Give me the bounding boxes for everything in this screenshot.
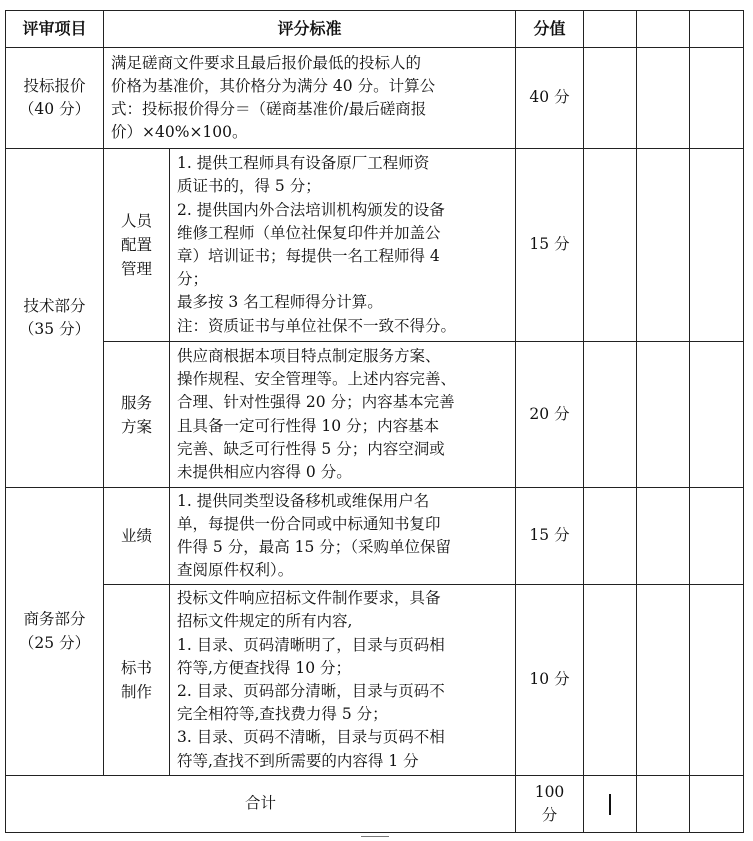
criteria-line: 供应商根据本项目特点制定服务方案、 [177,346,441,365]
criteria-line: 1. 目录、页码清晰明了，目录与页码相 [177,635,445,654]
criteria-line: 查阅原件权利）。 [177,561,294,580]
criteria-line: 维修工程师（单位社保复印件并加盖公 [177,223,441,242]
personnel-criteria [170,149,516,342]
tech-service-row [6,342,744,488]
service-label [104,342,170,488]
sub-label-line: 标书 [120,659,152,677]
price-row [6,48,744,149]
criteria-line: 质证书的，得 5 分； [177,177,321,196]
empty-cell [637,776,690,833]
business-points: （25 分） [18,633,91,652]
service-criteria [170,342,516,488]
sub-label-line: 服务 [120,393,152,412]
criteria-line: 价）×40%×100。 [111,123,248,142]
header-empty-col-3 [690,11,744,48]
criteria-line: 2. 目录、页码部分清晰，目录与页码不 [177,682,445,700]
price-criteria [104,48,516,149]
criteria-line: 单，每提供一份合同或中标通知书复印 [177,514,441,533]
total-label: 合计 [6,776,516,833]
criteria-line: 价格为基准价，其价格分为满分 40 分。计算公 [111,76,436,95]
sub-label-line: 管理 [120,260,152,278]
criteria-line: 章）培训证书；每提供一名工程师得 4 [177,247,440,265]
empty-cell [637,488,690,585]
personnel-label [104,149,170,342]
business-biddoc-row [6,585,744,776]
criteria-line: 完善、缺乏可行性得 5 分；内容空洞或 [177,439,445,458]
criteria-line: 2. 提供国内外合法培训机构颁发的设备 [177,200,445,219]
criteria-line: 合理、针对性强得 20 分；内容基本完善 [177,393,455,412]
page-footer-mark [361,836,389,840]
empty-cell [690,342,744,488]
empty-cell [584,48,637,149]
empty-cell [690,585,744,776]
empty-cell [584,342,637,488]
header-criteria: 评分标准 [104,11,516,48]
price-section-label [6,48,104,149]
total-score-line: 分 [541,806,558,824]
empty-cell [637,48,690,149]
criteria-line: 符等,查找不到所需要的内容得 1 分 [177,751,419,770]
biddoc-criteria [170,585,516,776]
price-score: 40 分 [516,48,584,149]
empty-cell [690,776,744,833]
empty-cell [690,48,744,149]
criteria-line: 满足磋商文件要求且最后报价最低的投标人的 [111,53,422,72]
empty-cell [584,488,637,585]
tech-personnel-row [6,149,744,342]
total-score [516,776,584,833]
performance-label [104,488,170,585]
total-row [6,776,744,833]
price-points: （40 分） [18,100,91,118]
criteria-line: 分； [177,270,209,289]
performance-score: 15 分 [516,488,584,585]
tech-title: 技术部分 [23,296,86,315]
total-score-line: 100 [534,782,565,801]
total-extra-cell[interactable] [584,776,637,833]
empty-cell [637,149,690,342]
criteria-line: 注：资质证书与单位社保不一致不得分。 [177,316,457,335]
service-score: 20 分 [516,342,584,488]
performance-criteria [170,488,516,585]
criteria-line: 且具备一定可行性得 10 分；内容基本 [177,416,440,435]
criteria-line: 投标文件响应招标文件制作要求，具备 [177,589,441,608]
personnel-score: 15 分 [516,149,584,342]
business-section-label [6,488,104,776]
empty-cell [690,488,744,585]
sub-label-line: 业绩 [120,527,152,545]
header-empty-col-1 [584,11,637,48]
empty-cell [584,585,637,776]
business-performance-row [6,488,744,585]
criteria-line: 符等,方便查找得 10 分； [177,658,352,677]
criteria-line: 式：投标报价得分＝（磋商基准价/最后磋商报 [111,100,427,118]
criteria-line: 未提供相应内容得 0 分。 [177,462,352,481]
business-title: 商务部分 [23,610,86,629]
criteria-line: 1. 提供工程师具有设备原厂工程师资 [177,154,430,173]
text-cursor [609,794,611,815]
biddoc-score: 10 分 [516,585,584,776]
price-title: 投标报价 [23,76,86,95]
tech-section-label [6,149,104,488]
tech-points: （35 分） [18,320,91,338]
sub-label-line: 制作 [120,683,152,701]
criteria-line: 操作规程、安全管理等。上述内容完善、 [177,370,457,389]
criteria-line: 完全相符等,查找费力得 5 分； [177,705,388,724]
header-item: 评审项目 [6,11,104,48]
empty-cell [637,585,690,776]
empty-cell [690,149,744,342]
scoring-table [5,10,744,833]
biddoc-label [104,585,170,776]
empty-cell [584,149,637,342]
header-score: 分值 [516,11,584,48]
criteria-line: 3. 目录、页码不清晰，目录与页码不相 [177,728,445,747]
criteria-line: 件得 5 分，最高 15 分；（采购单位保留 [177,538,452,556]
sub-label-line: 方案 [120,417,152,436]
criteria-line: 1. 提供同类型设备移机或维保用户名 [177,491,430,510]
header-row [6,11,744,48]
sub-label-line: 配置 [120,236,152,254]
criteria-line: 招标文件规定的所有内容, [177,612,353,631]
criteria-line: 最多按 3 名工程师得分计算。 [177,293,383,312]
empty-cell [637,342,690,488]
sub-label-line: 人员 [120,212,152,230]
header-empty-col-2 [637,11,690,48]
